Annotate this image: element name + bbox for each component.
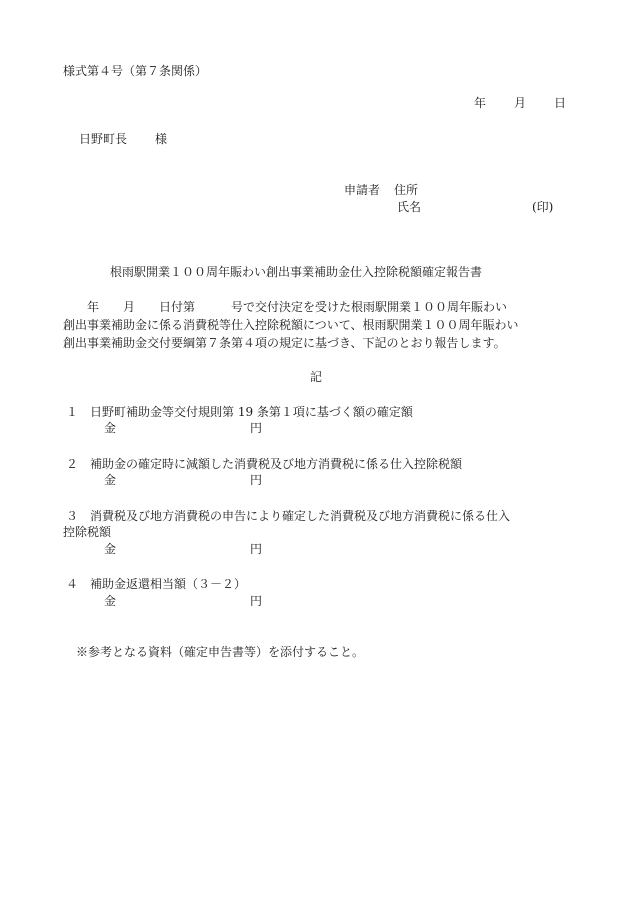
item-1-amount-prefix: 金 [104, 421, 117, 435]
applicant-label: 申請者 [344, 183, 381, 197]
form-number: 様式第４号（第７条関係） [63, 64, 208, 78]
attachment-note: ※参考となる資料（確定申告書等）を添付すること。 [76, 645, 365, 659]
addressee-name: 日野町長 [79, 132, 128, 146]
item-3-number: ３ [66, 509, 79, 523]
date-month-label: 月 [514, 96, 527, 110]
date-line [474, 95, 566, 111]
body-line-3: 創出事業補助金交付要綱第７条第４項の規定に基づき、下記のとおり報告します。 [63, 336, 506, 350]
applicant-name-label: 氏名 [397, 200, 422, 214]
seal-mark: (印) [532, 200, 554, 214]
item-3-amount-suffix: 円 [250, 542, 263, 556]
item-2-number: ２ [66, 457, 79, 471]
item-1-text: 日野町補助金等交付規則第 19 条第１項に基づく額の確定額 [90, 405, 413, 419]
addressee [79, 131, 167, 147]
document-title: 根雨駅開業１００周年賑わい創出事業補助金仕入控除税額確定報告書 [110, 265, 483, 279]
body-line-1: 年 月 日付第 号で交付決定を受けた根雨駅開業１００周年賑わい [63, 300, 508, 314]
date-day-label: 日 [554, 96, 567, 110]
body-line-2: 創出事業補助金に係る消費税等仕入控除税額について、根雨駅開業１００周年賑わい [63, 318, 519, 332]
item-2-text: 補助金の確定時に減額した消費税及び地方消費税に係る仕入控除税額 [90, 457, 463, 471]
addressee-honorific: 様 [155, 132, 168, 146]
item-2-amount-suffix: 円 [250, 473, 263, 487]
date-year-label: 年 [474, 96, 487, 110]
ki-heading: 記 [310, 370, 323, 384]
item-3-text: 消費税及び地方消費税の申告により確定した消費税及び地方消費税に係る仕入 [90, 509, 511, 523]
item-4-text: 補助金返還相当額（３－２） [90, 577, 247, 591]
item-4-amount-prefix: 金 [104, 594, 117, 608]
applicant-address-row [344, 182, 418, 198]
item-1-number: １ [66, 405, 79, 419]
item-4-amount-suffix: 円 [250, 594, 263, 608]
item-2-amount-prefix: 金 [104, 473, 117, 487]
item-3-text-continued: 控除税額 [63, 525, 112, 539]
item-3-amount-prefix: 金 [104, 542, 117, 556]
item-4-number: ４ [66, 577, 79, 591]
item-1-amount-suffix: 円 [250, 421, 263, 435]
body-paragraph [63, 298, 583, 352]
applicant-address-label: 住所 [394, 183, 419, 197]
